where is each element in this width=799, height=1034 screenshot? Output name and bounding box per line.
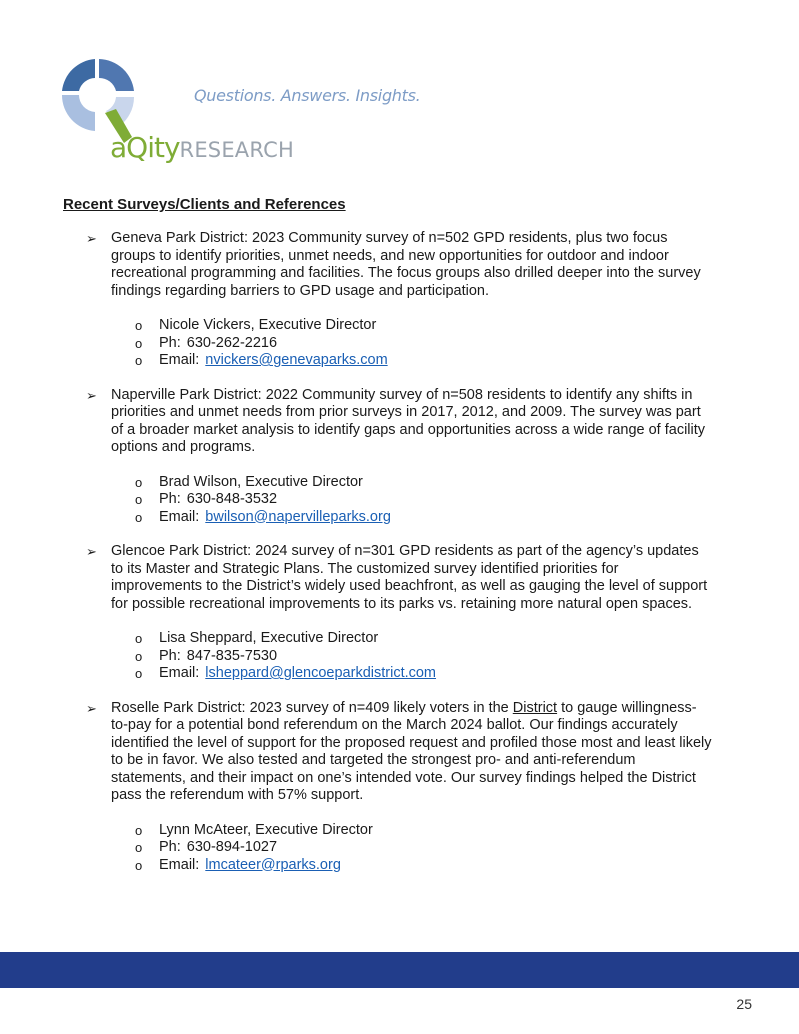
email-link[interactable]: nvickers@genevaparks.com [205, 352, 388, 368]
contact-name: Nicole Vickers, Executive Director [159, 317, 377, 333]
logo-ring-segment-light [62, 95, 95, 131]
contact-name-item [135, 317, 713, 335]
reference-entry-roselle [63, 700, 713, 875]
circle-bullet-icon: o [135, 822, 143, 838]
arrow-bullet-icon: ➢ [86, 700, 97, 716]
circle-bullet-icon: o [135, 666, 143, 681]
email-label: Email: [159, 352, 200, 368]
description-text: Roselle Park District: 2023 survey of n=409 likely voters in the [111, 699, 513, 716]
phone-number: 847-835-7530 [186, 647, 278, 664]
email-label: Email: [159, 856, 200, 873]
brand-main-text: aQity [110, 131, 180, 164]
circle-bullet-icon: o [135, 857, 143, 873]
contact-name-item [135, 473, 713, 492]
contact-phone-item [135, 839, 713, 857]
reference-entry-glencoe [63, 543, 713, 683]
email-link[interactable]: bwilson@napervilleparks.org [205, 508, 391, 525]
contact-email-item [135, 665, 713, 683]
arrow-bullet-icon: ➢ [86, 231, 97, 246]
circle-bullet-icon: o [135, 335, 143, 351]
circle-bullet-icon: o [135, 509, 143, 525]
contact-list [63, 822, 713, 875]
contact-name: Brad Wilson, Executive Director [159, 473, 363, 490]
circle-bullet-icon: o [135, 648, 143, 664]
reference-description [63, 543, 713, 613]
contact-email-item [135, 856, 713, 875]
circle-bullet-icon: o [135, 840, 143, 855]
description-text: Geneva Park District: 2023 Community survey of n=502 GPD residents, plus two focus groups to identify priorities, unmet needs, and new opportunities for outdoor and indoor recreational programming and facilities. The focus groups also drilled deeper into the survey findings regarding barriers to GPD usage and participation. [111, 230, 701, 299]
circle-bullet-icon: o [135, 631, 143, 646]
description-text: Naperville Park District: 2022 Community survey of n=508 residents to identify any shifts in priorities and unmet needs from prior surveys in 2017, 2012, and 2009. The survey was part of a broader market analysis to identify gaps and opportunities across a wide range of facility options and programs. [111, 386, 706, 455]
tagline: Questions. Answers. Insights. [194, 86, 421, 105]
reference-description [63, 387, 713, 457]
reference-description [63, 230, 713, 300]
email-link[interactable]: lsheppard@glencoeparkdistrict.com [205, 665, 437, 681]
circle-bullet-icon: o [135, 353, 143, 368]
phone-label: Ph: [159, 839, 181, 855]
contact-name: Lynn McAteer, Executive Director [159, 821, 373, 838]
circle-bullet-icon: o [135, 318, 143, 333]
logo-ring-segment-dark-right [99, 59, 134, 91]
phone-number: 630-894-1027 [186, 839, 278, 855]
email-label: Email: [159, 665, 200, 681]
arrow-bullet-icon: ➢ [86, 544, 97, 559]
email-label: Email: [159, 508, 200, 525]
section-title: Recent Surveys/Clients and References [63, 196, 346, 213]
phone-label: Ph: [159, 491, 181, 507]
references-list [63, 230, 713, 891]
reference-entry-geneva [63, 230, 713, 370]
phone-label: Ph: [159, 334, 181, 351]
brand-name [110, 131, 294, 164]
phone-number: 630-848-3532 [186, 491, 278, 507]
contact-name-item [135, 821, 713, 840]
phone-label: Ph: [159, 647, 181, 664]
contact-list [63, 630, 713, 683]
reference-entry-naperville [63, 387, 713, 527]
contact-phone-item [135, 647, 713, 666]
email-link[interactable]: lmcateer@rparks.org [205, 856, 341, 873]
contact-name-item [135, 630, 713, 648]
contact-phone-item [135, 491, 713, 509]
footer-band [0, 952, 799, 988]
reference-description [63, 700, 713, 805]
contact-email-item [135, 352, 713, 370]
contact-name: Lisa Sheppard, Executive Director [159, 630, 379, 646]
circle-bullet-icon: o [135, 474, 143, 490]
brand-sub-text: RESEARCH [179, 138, 294, 162]
arrow-bullet-icon: ➢ [86, 387, 97, 403]
contact-list [63, 317, 713, 370]
page-number: 25 [736, 996, 752, 1012]
underlined-word: District [512, 699, 558, 716]
description-text-continued: to gauge willingness-to-pay for a potential bond referendum on the March 2024 ballot. Our findings accurately identified the level of support for the proposed request and profiled those most and least likely to be in favor. We also tested and targeted the strongest pro- and anti-referendum statements, and their impact on one’s intended vote. Our survey findings helped the District pass the referendum with 57% support. [111, 699, 712, 803]
contact-phone-item [135, 334, 713, 353]
phone-number: 630-262-2216 [186, 334, 278, 351]
contact-email-item [135, 508, 713, 527]
logo-ring-segment-dark [62, 59, 95, 91]
circle-bullet-icon: o [135, 492, 143, 507]
description-text: Glencoe Park District: 2024 survey of n=301 GPD residents as part of the agency’s updates to its Master and Strategic Plans. The customized survey identified priorities for improvements to the District’s widely used beachfront, as well as gauging the level of support for possible recreational improvements to its parks vs. retaining more natural open spaces. [111, 543, 708, 612]
contact-list [63, 474, 713, 527]
